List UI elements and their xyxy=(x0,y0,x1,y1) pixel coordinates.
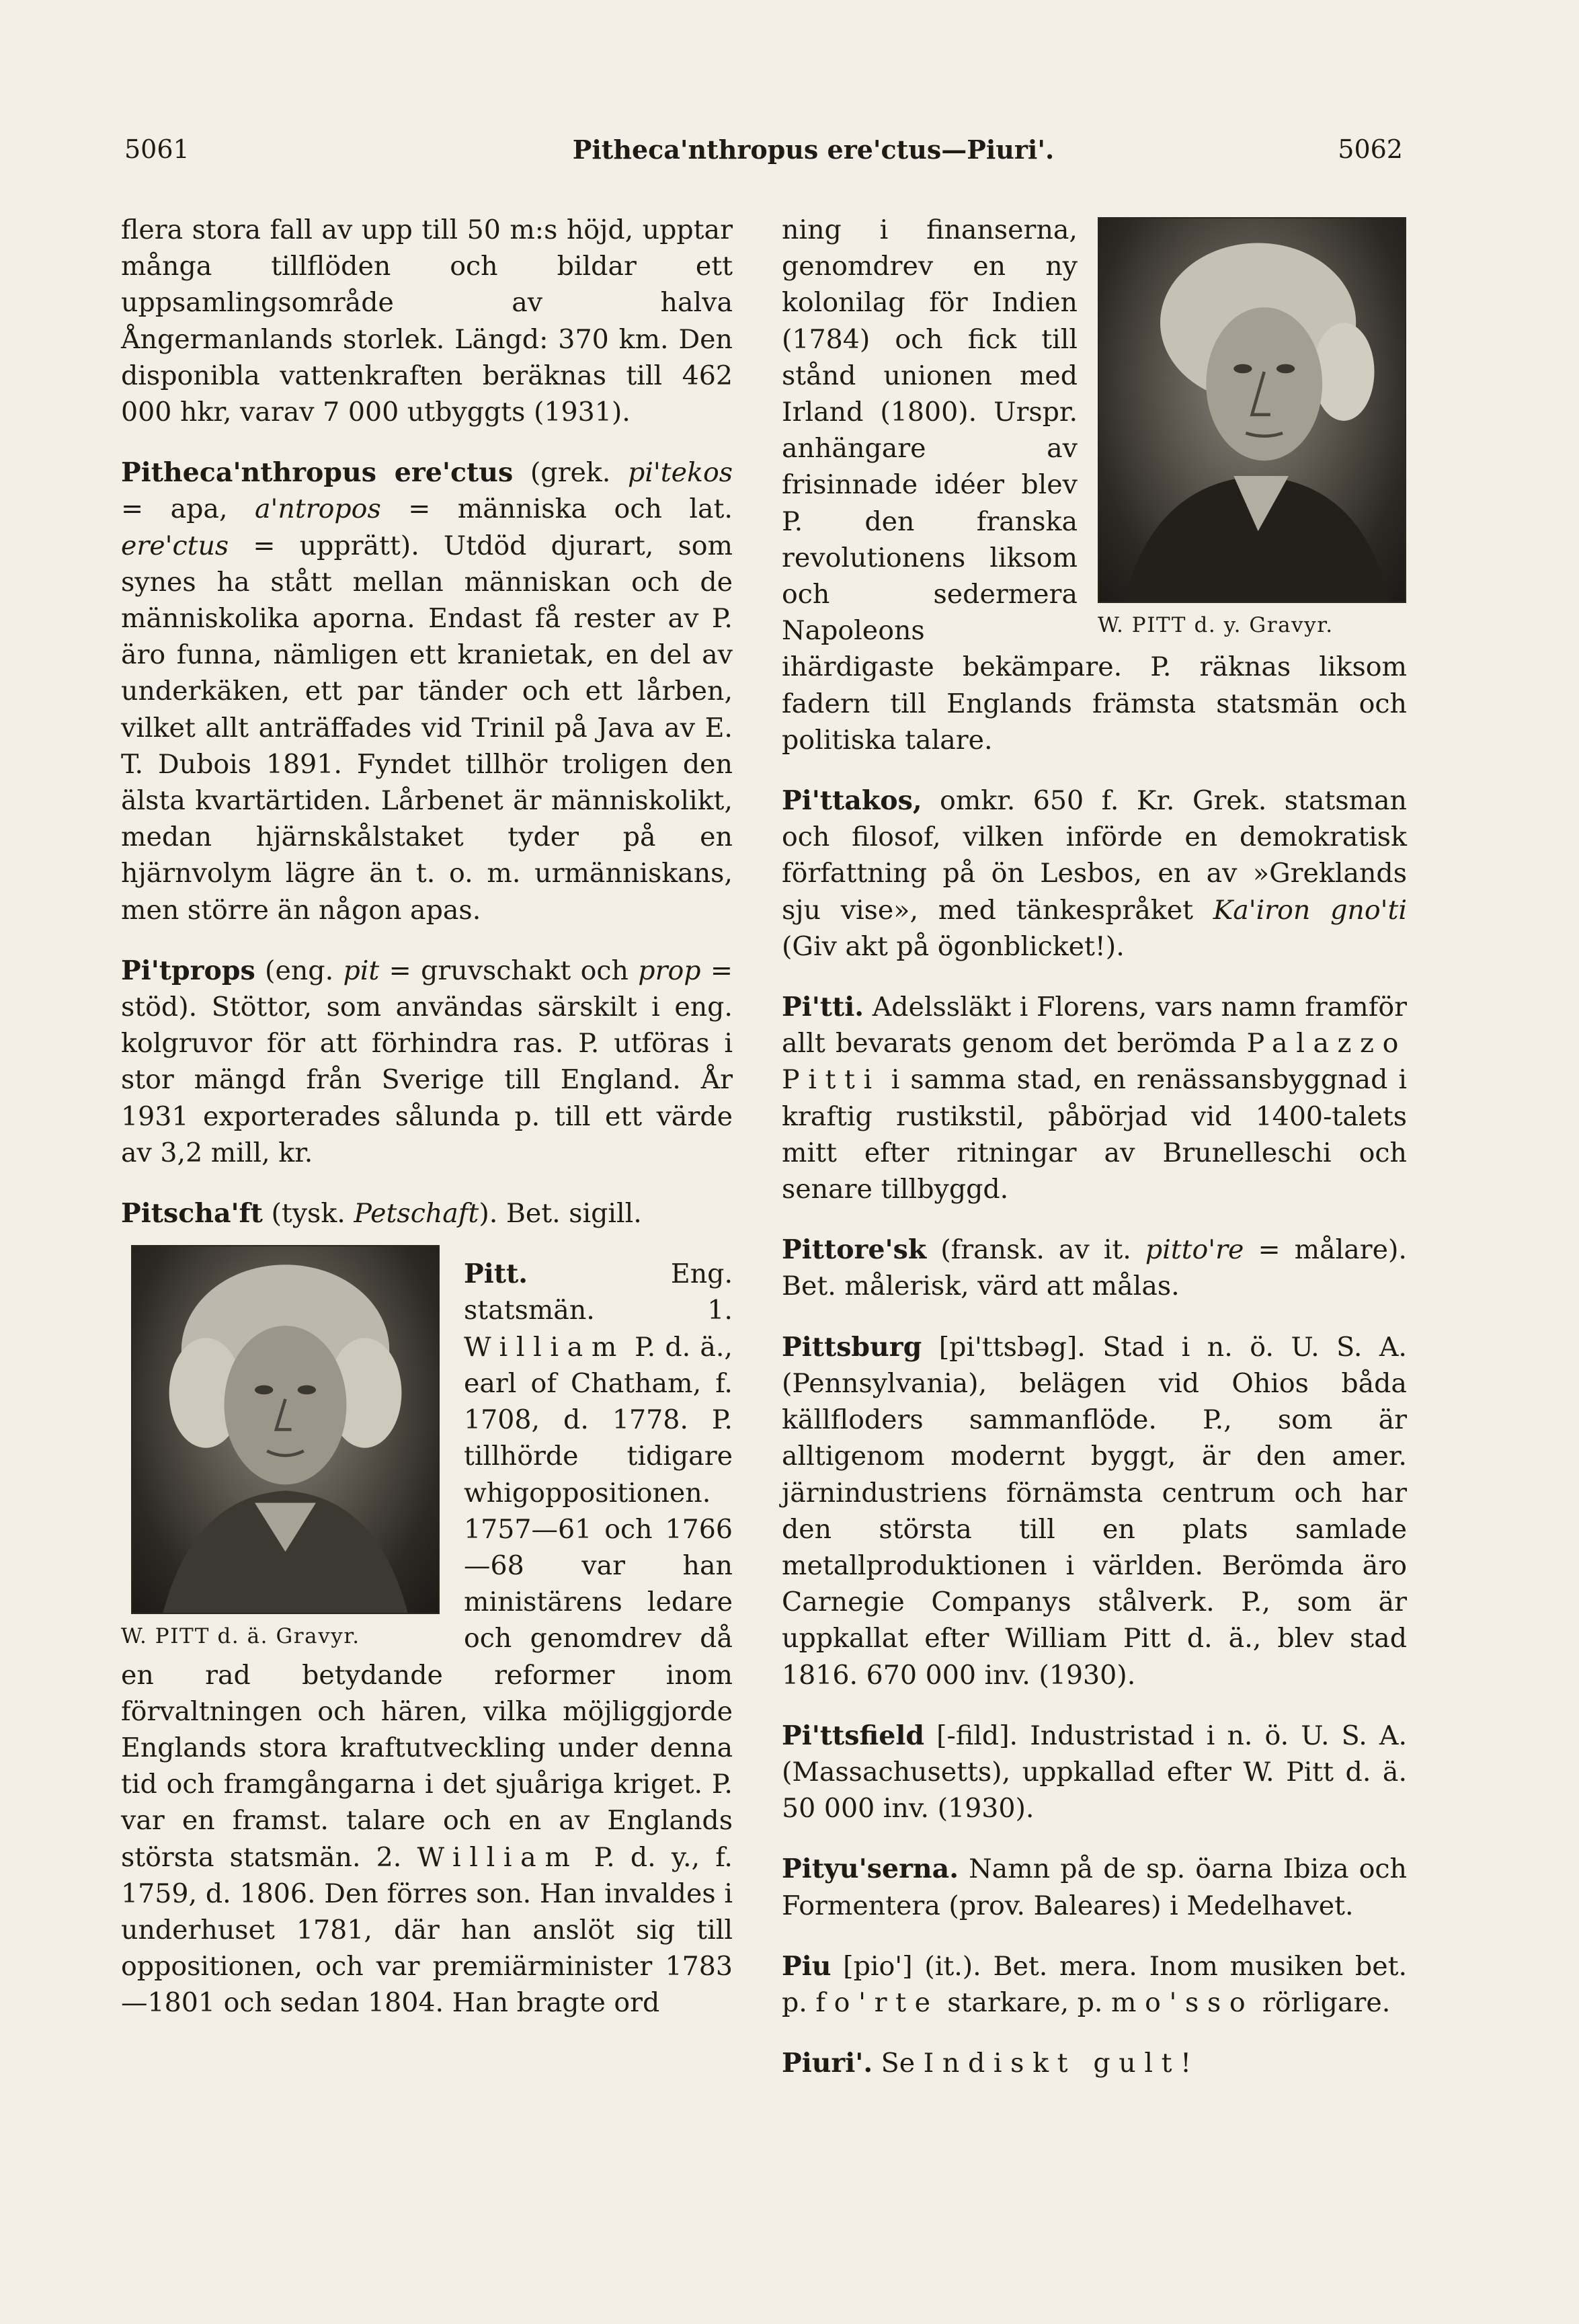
entry-pitt: Pitt. Eng. statsmän. 1. William P. d. ä., earl of Chatham, f. 1708, d. 1778. P. tillhörde tidigare whigoppositionen. 1757—61 och 1766—68 var han ministärens ledare och genomdrev då en rad betydande reformer inom förvaltningen och hären, vilka möjliggjorde Englands stora kraftutveckling under denna tid och framgångarna i det sjuåriga kriget. P. var en framst. talare och en av Englands största statsmän. 2. William P. d. y., f. 1759, d. 1806. Den förres son. Han invaldes i underhuset 1781, där han anslöt sig till oppositionen, och var premiärminister 1783 —1801 och sedan 1804. Han bragte ord xyxy=(121,1258,733,2019)
entry-piu: Piu [pio'] (it.). Bet. mera. Inom musiken bet. p. fo'rte starkare, p. mo'sso rörligare. xyxy=(782,1950,1407,2018)
headword-pittoresk: Pittore'sk xyxy=(782,1234,927,1266)
entry-pithecanthropus: Pitheca'nthropus ere'ctus (grek. pi'tekos = apa, a'ntropos = människa och lat. ere'ctus = upprätt). Utdöd djurart, som synes ha stått mellan människan och de människolika aporna. Endast få rester av P. äro funna, nämligen ett kranietak, en del av underkäken, ett par tänder och ett lårben, vilket allt anträffades vid Trinil på Java av E. T. Dubois 1891. Fyndet tillhör troligen den älsta kvartärtiden. Lårbenet är människolikt, medan hjärnskålstaket tyder på en hjärnvolym lägre än t. o. m. urmänniskans, men större än någon apas. xyxy=(121,457,733,926)
figure-pitt-younger xyxy=(1098,212,1407,639)
entry-pittsfield: Pi'ttsfield [-fild]. Industristad i n. ö. U. S. A. (Massachusetts), uppkallad efter W. Pitt d. ä. 50 000 inv. (1930). xyxy=(782,1720,1407,1825)
entry-pitprops: Pi'tprops (eng. pit = gruvschakt och prop = stöd). Stöttor, som användas särskilt i eng. kolgruvor för att förhindra ras. P. utföras i stor mängd från Sverige till England. År 1931 exporterades sålunda p. till ett värde av 3,2 mill, kr. xyxy=(121,955,733,1168)
caption-pitt-elder: W. PITT d. ä. Gravyr. xyxy=(121,1624,360,1649)
right-column xyxy=(782,212,1407,2081)
portrait-pitt-younger xyxy=(1098,217,1406,603)
headword-pittsburg: Pittsburg xyxy=(782,1331,922,1363)
entry-pittoresk: Pittore'sk (fransk. av it. pitto're = målare). Bet. målerisk, värd att målas. xyxy=(782,1234,1407,1302)
portrait-pitt-elder xyxy=(131,1245,440,1614)
page-number-left: 5061 xyxy=(124,134,190,164)
entry-pittsburg: Pittsburg [pi'ttsbəg]. Stad i n. ö. U. S. A. (Pennsylvania), belägen vid Ohios båda källfloders sammanflöde. P., som är alltigenom modernt byggt, är den amer. järnindustriens förnämsta centrum och har den största till en plats samlade metallproduktionen i världen. Berömda äro Carnegie Companys stålverk. P., som är uppkallat efter William Pitt d. ä., blev stad 1816. 670 000 inv. (1930). xyxy=(782,1331,1407,1691)
entry-pitt-continued: ning i finanserna, genomdrev en ny kolonilag för Indien (1784) och fick till stånd unionen med Irland (1800). Urspr. anhängare av frisinnade idéer blev P. den franska revolutionens liksom och sedermera Napoleons ihärdigaste bekämpare. P. räknas liksom fadern till Englands främsta statsmän och politiska talare. xyxy=(782,214,1407,756)
entry-pityuserna: Pityu'serna. Namn på de sp. öarna Ibiza och Formentera (prov. Baleares) i Medelhavet. xyxy=(782,1853,1407,1921)
headword-pitprops: Pi'tprops xyxy=(121,955,255,986)
headword-pittsfield: Pi'ttsfield xyxy=(782,1720,925,1751)
entry-pitti: Pi'tti. Adelssläkt i Florens, vars namn framför allt bevarats genom det berömda Palazzo Pitti i samma stad, en renässansbyggnad i kraftig rustikstil, påbörjad vid 1400-talets mitt efter ritningar av Brunelleschi och senare tillbyggd. xyxy=(782,992,1407,1205)
entry-pittakos: Pi'ttakos, omkr. 650 f. Kr. Grek. statsman och filosof, vilken införde en demokratisk författning på ön Lesbos, en av »Greklands sju vise», med tänkespråket Ka'iron gno'ti (Giv akt på ögonblicket!). xyxy=(782,785,1407,962)
figure-pitt-elder xyxy=(121,1232,437,1650)
headword-pittakos: Pi'ttakos, xyxy=(782,785,922,817)
entry-continuation-pite: flera stora fall av upp till 50 m:s höjd, upptar många tillflöden och bildar ett uppsamlingsområde av halva Ångermanlands storlek. Längd: 370 km. Den disponibla vattenkraften beräknas till 462 000 hkr, varav 7 000 utbyggts (1931). xyxy=(121,214,733,428)
running-head: Pitheca'nthropus ere'ctus—Piuri'. xyxy=(572,134,1055,165)
entry-pitschaft: Pitscha'ft (tysk. Petschaft). Bet. sigill. xyxy=(121,1198,642,1230)
headword-pitschaft: Pitscha'ft xyxy=(121,1198,263,1230)
entry-piuri: Piuri'. Se Indiskt gult! xyxy=(782,2048,1200,2079)
page-number-right: 5062 xyxy=(1338,134,1403,164)
headword-piuri: Piuri'. xyxy=(782,2048,873,2079)
left-column xyxy=(121,212,733,2021)
headword-pityuserna: Pityu'serna. xyxy=(782,1853,959,1885)
caption-pitt-younger: W. PITT d. y. Gravyr. xyxy=(1098,613,1334,637)
headword-piu: Piu xyxy=(782,1950,832,1982)
headword-pithecanthropus: Pitheca'nthropus ere'ctus xyxy=(121,457,514,489)
headword-pitti: Pi'tti. xyxy=(782,992,864,1023)
headword-pitt: Pitt. xyxy=(464,1258,528,1290)
